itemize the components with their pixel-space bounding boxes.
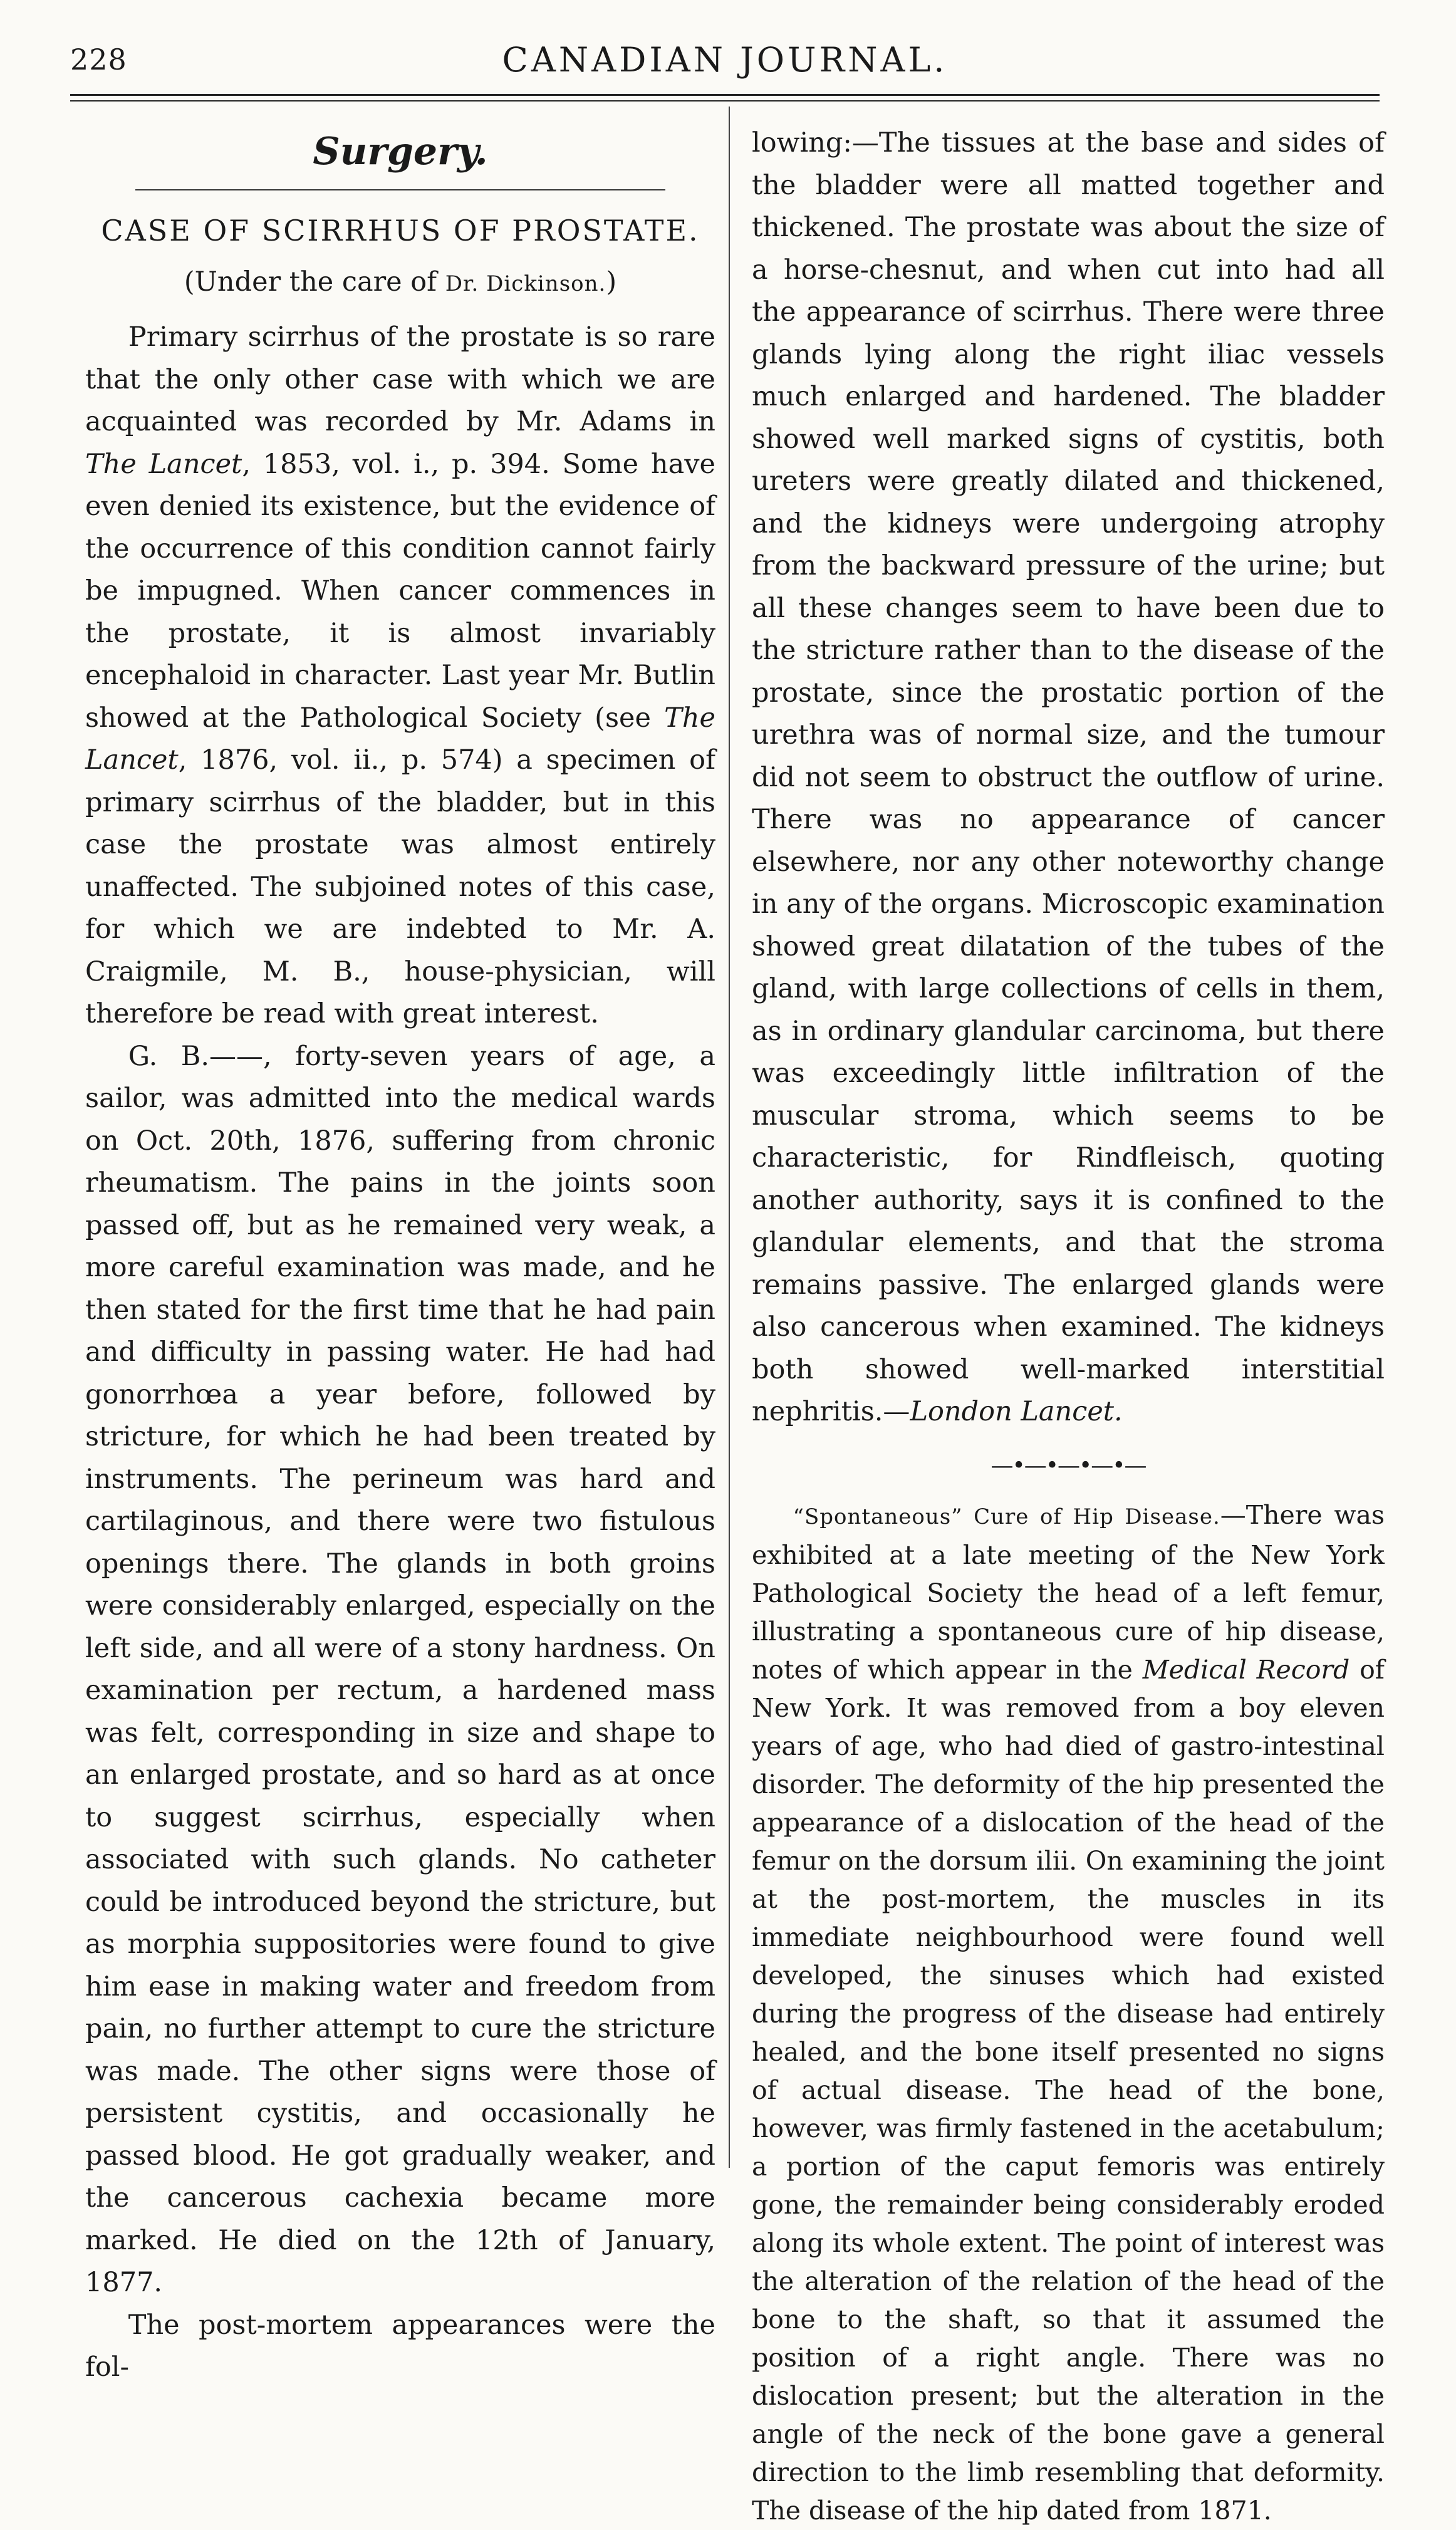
journal-title: CANADIAN JOURNAL. (502, 40, 948, 80)
paragraph-text: , 1876, vol. ii., p. 574) a specimen of primary scirrhus of the bladder, but in this case the prostate was almost entirely unaffected. The subjoined notes of this case, for which we are indebted to Mr. A. Craigmile, M. B., house-physician, will therefore be read with great interest. (85, 744, 715, 1029)
journal-citation: The Lancet (85, 448, 242, 480)
article-title: CASE OF SCIRRHUS OF PROSTATE. (101, 214, 700, 247)
paragraph-case: G. B.——, forty-seven years of age, a sailor, was admitted into the medical wards on Oct. 20th, 1876, suffering from chronic rheumatism. The pains in the joints soon passed off, but as he remained very weak, a more careful examination was made, and he then stated for the first time that he had pain and difficulty in passing water. He had had gonorrhœa a year before, followed by stricture, for which he had been treated by instruments. The perineum was hard and cartilaginous, and there were two fistulous openings there. The glands in both groins were considerably enlarged, especially on the left side, and all were of a stony hardness. On examination per rectum, a hardened mass was felt, corresponding in size and shape to an enlarged prostate, and so hard as at once to suggest scirrhus, especially when associated with such glands. No catheter could be introduced beyond the stricture, but as morphia suppositories were found to give him ease in making water and freedom from pain, no further attempt to cure the stricture was made. The other signs were those of persistent cystitis, and occasionally he passed blood. He got gradually weaker, and the cancerous cachexia became more marked. He died on the 12th of January, 1877. (85, 1040, 715, 2298)
column-divider (729, 107, 730, 2168)
byline (85, 261, 715, 305)
paragraph-text: lowing:—The tissues at the base and sides of the bladder were all matted together and thickened. The prostate was about the size of a horse-chesnut, and when cut into had all the appearance of scirrhus. There were three glands lying along the right iliac vessels much enlarged and hardened. The bladder showed well marked signs of cystitis, both ureters were greatly dilated and thickened, and the kidneys were undergoing atrophy from the backward pressure of the urine; but all these changes seem to have been due to the stricture rather than to the disease of the prostate, since the prostatic portion of the urethra was of normal size, and the tumour did not seem to obstruct the outflow of urine. There was no appearance of cancer elsewhere, nor any other noteworthy change in any of the organs. Microscopic examination showed great dilatation of the tubes of the gland, with large collections of cells in them, as in ordinary glandular carcinoma, but there was exceedingly little infiltration of the muscular stroma, which seems to be characteristic, for Rindfleisch, quoting another authority, says it is confined to the glandular elements, and that the stroma remains passive. The enlarged glands were also cancerous when examined. The kidneys both showed well-marked interstitial nephritis.— (752, 127, 1385, 1427)
byline-close: ) (606, 266, 617, 298)
journal-citation: The Lancet (85, 702, 715, 776)
paragraph-intro (85, 316, 715, 1036)
source-citation: London Lancet. (910, 1396, 1123, 1427)
header-rule (70, 94, 1380, 96)
byline-open: (Under the care of (184, 266, 445, 298)
article-heading: “Spontaneous” Cure of Hip Disease. (793, 1504, 1220, 1529)
paragraph-postmortem-continued (752, 122, 1385, 1434)
paragraph-hip-disease (752, 1496, 1385, 2530)
running-head (70, 36, 1380, 86)
byline-name: Dr. Dickinson. (445, 271, 606, 296)
journal-citation: Medical Record (1142, 1654, 1350, 1685)
right-column (752, 122, 1385, 2530)
paragraph-text: , 1853, vol. i., p. 394. Some have even denied its existence, but the evidence of the occurrence of this condition cannot fairly be impugned. When cancer commences in the prostate, it is almost invariably encephaloid in character. Last year Mr. Butlin showed at the Pathological Society (see (85, 448, 715, 734)
section-title: Surgery. (313, 130, 488, 174)
paragraph-text: —There was exhibited at a late meeting of the New York Pathological Society the head of a left femur, illustrating a spontaneous cure of hip disease, notes of which appear in the (752, 1499, 1385, 1685)
section-rule (135, 189, 665, 190)
article-divider-ornament: —•—•—•—•— (991, 1452, 1146, 1479)
page-number: 228 (70, 43, 127, 76)
left-column (85, 122, 715, 2389)
header-rule-thin (70, 100, 1380, 102)
paragraph-text: Primary scirrhus of the prostate is so rare that the only other case with which we are acquainted was recorded by Mr. Adams in (85, 321, 715, 437)
paragraph-postmortem-start: The post-mortem appearances were the fol- (85, 2309, 715, 2383)
paragraph-text: of New York. It was removed from a boy eleven years of age, who had died of gastro-intestinal disorder. The deformity of the hip presented the appearance of a dislocation of the head of the femur on the dorsum ilii. On examining the joint at the post-mortem, the muscles in its immediate neighbourhood were found well developed, the sinuses which had existed during the progress of the disease had entirely healed, and the bone itself presented no signs of actual disease. The head of the bone, however, was firmly fastened in the acetabulum; a portion of the caput femoris was entirely gone, the remainder being considerably eroded along its whole extent. The point of interest was the alteration of the relation of the head of the bone to the shaft, so that it assumed the position of a right angle. There was no dislocation present; but the alteration in the angle of the neck of the bone gave a general direction to the limb resembling that deformity. The disease of the hip dated from 1871. (752, 1654, 1385, 2526)
